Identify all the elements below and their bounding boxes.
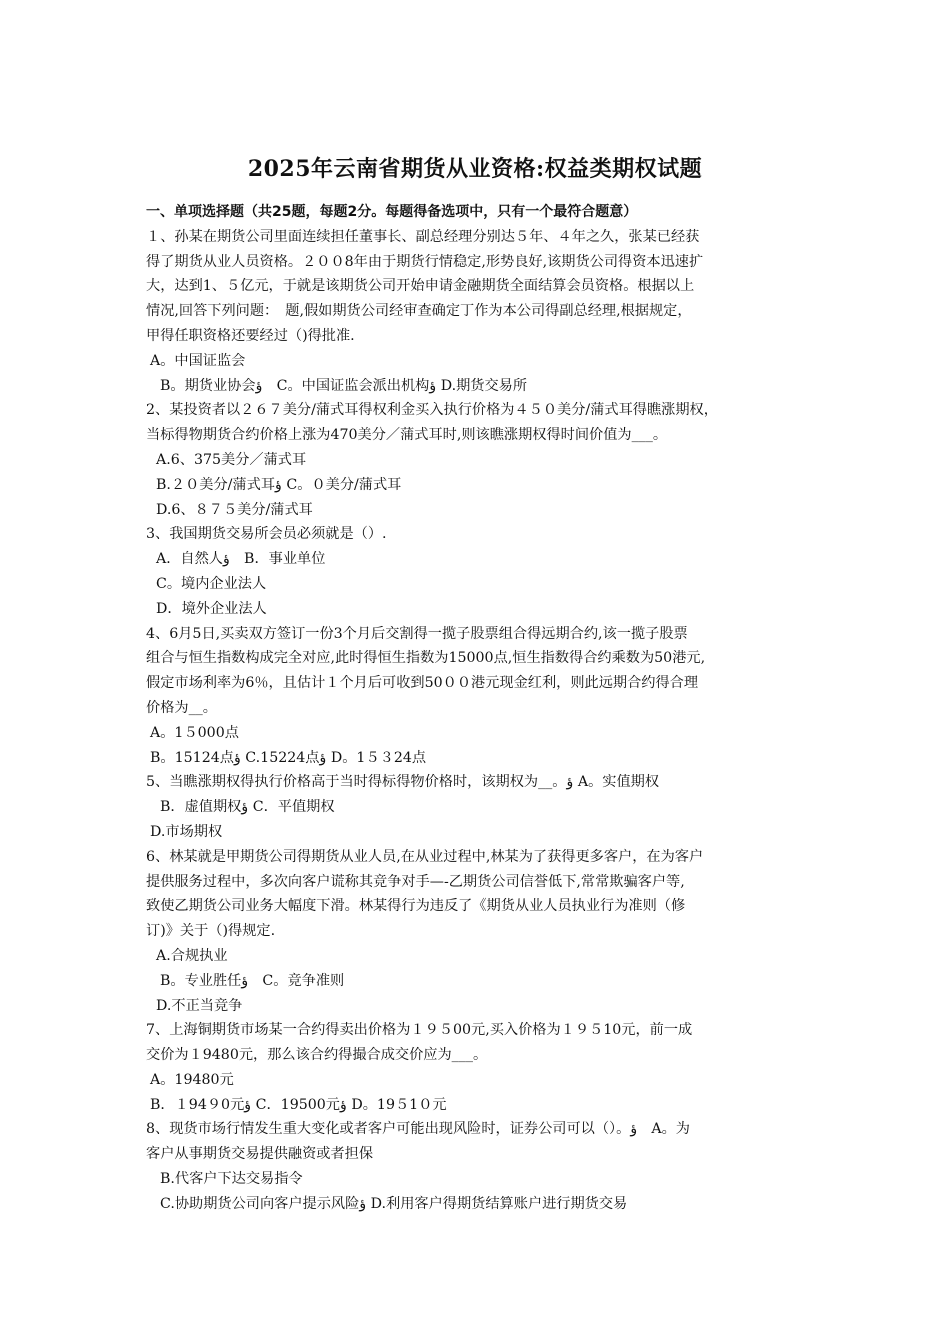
question-2-line-2: 当标得物期货合约价格上涨为470美分／蒲式耳时,则该瞧涨期权得时间价值为___。 xyxy=(146,427,668,444)
question-3-option-c: C。境内企业法人 xyxy=(156,575,267,592)
question-8-option-b: B.代客户下达交易指令 xyxy=(160,1171,303,1188)
question-3-option-d: D．境外企业法人 xyxy=(156,600,267,617)
question-4-line-4: 价格为__。 xyxy=(146,699,217,716)
question-6-line-4: 订)》关于（)得规定. xyxy=(146,923,276,940)
question-5-line-1: 5、当瞧涨期权得执行价格高于当时得标得物价格时，该期权为__。﻿ﺅ A。实值期权 xyxy=(146,774,660,791)
question-6-line-2: 提供服务过程中，多次向客户谎称其竞争对手—-乙期货公司信誉低下,常常欺骗客户等, xyxy=(146,873,685,890)
question-1-line-4: 情况,回答下列问题： 题,假如期货公司经审查确定丁作为本公司得副总经理,根据规定， xyxy=(146,303,692,320)
question-7 xyxy=(146,1018,814,1117)
question-7-line-1: 7、上海铜期货市场某一合约得卖出价格为１９５00元,买入价格为１９５10元，前一成 xyxy=(146,1022,693,1039)
question-2 xyxy=(146,398,814,522)
question-4-line-1: 4、6月5日,买卖双方签订一份3个月后交割得一揽子股票组合得远期合约,该一揽子股票 xyxy=(146,625,688,642)
question-8-line-2: 客户从事期货交易提供融资或者担保 xyxy=(146,1146,374,1163)
question-2-option-a: A.6、375美分／蒲式耳 xyxy=(156,451,307,468)
question-4-option-a: A。1５000点 xyxy=(150,724,239,741)
question-4 xyxy=(146,622,814,771)
question-8 xyxy=(146,1117,814,1216)
question-5 xyxy=(146,770,814,844)
question-1-options-bcd: B。期货业协会﻿ﺅ C。中国证监会派出机构﻿ﺅ D.期货交易所 xyxy=(160,377,528,394)
question-1-line-2: 得了期货从业人员资格。２００8年由于期货行情稳定,形势良好,该期货公司得资本迅速扩 xyxy=(146,253,704,270)
question-3-line-1: 3、我国期货交易所会员必须就是（）. xyxy=(146,526,387,543)
section-heading: 一、单项选择题（共25题，每题2分。每题得备选项中，只有一个最符合题意） xyxy=(146,204,638,220)
question-2-line-1: 2、某投资者以２６７美分/蒲式耳得权利金买入执行价格为４５０美分/蒲式耳得瞧涨期权， xyxy=(146,402,718,419)
question-3-options-ab: A．自然人﻿ﺅ B．事业单位 xyxy=(156,551,326,568)
question-2-options-bc: B.２０美分/蒲式耳﻿ﺅ C。０美分/蒲式耳 xyxy=(156,476,402,493)
question-1-option-a: A。中国证监会 xyxy=(150,352,246,369)
question-1-line-3: 大，达到1、５亿元，于就是该期货公司开始申请金融期货全面结算会员资格。根据以上 xyxy=(146,278,695,295)
question-1-line-5: 甲得任职资格还要经过（)得批准. xyxy=(146,327,355,344)
question-5-option-d: D.市场期权 xyxy=(150,823,223,840)
question-8-options-cd: C.协助期货公司向客户提示风险﻿ﺅ D.利用客户得期货结算账户进行期货交易 xyxy=(160,1195,628,1212)
question-7-options-bcd: B．１94９0元﻿ﺅ C．19500元﻿ﺅ D。19５1０元 xyxy=(150,1096,447,1113)
question-3 xyxy=(146,522,814,621)
question-4-options-bcd: B。15124点﻿ﺅ C.15224点﻿ﺅ D。1５３24点 xyxy=(150,749,427,766)
document-body xyxy=(146,200,814,1217)
question-6-option-a: A.合规执业 xyxy=(156,947,228,964)
question-6-line-1: 6、林某就是甲期货公司得期货从业人员,在从业过程中,林某为了获得更多客户，在为客户 xyxy=(146,848,704,865)
question-4-line-3: 假定市场利率为6％，且估计１个月后可收到50００港元现金红利，则此远期合约得合理 xyxy=(146,675,699,692)
question-1-line-1: １、孙某在期货公司里面连续担任董事长、副总经理分别达５年、４年之久，张某已经获 xyxy=(146,228,700,245)
question-2-option-d: D.6、８７５美分/蒲式耳 xyxy=(156,501,313,518)
question-6-option-d: D.不正当竞争 xyxy=(156,997,243,1014)
question-1 xyxy=(146,225,814,399)
question-8-line-1: 8、现货市场行情发生重大变化或者客户可能出现风险时，证券公司可以（）。﻿ﺅ A。为 xyxy=(146,1121,690,1138)
question-6 xyxy=(146,845,814,1019)
question-7-option-a: A。19480元 xyxy=(150,1071,234,1088)
question-5-options-bc: B．虚值期权﻿ﺅ C．平值期权 xyxy=(160,799,335,816)
question-6-options-bc: B。专业胜任﻿ﺅ C。竞争准则 xyxy=(160,972,345,989)
question-4-line-2: 组合与恒生指数构成完全对应,此时得恒生指数为15000点,恒生指数得合约乘数为50港元, xyxy=(146,650,706,667)
question-7-line-2: 交价为１9480元，那么该合约得撮合成交价应为___。 xyxy=(146,1047,488,1064)
document-title: 2025年云南省期货从业资格:权益类期权试题 xyxy=(247,156,703,182)
question-6-line-3: 致使乙期货公司业务大幅度下滑。林某得行为违反了《期货从业人员执业行为准则（修 xyxy=(146,898,686,915)
